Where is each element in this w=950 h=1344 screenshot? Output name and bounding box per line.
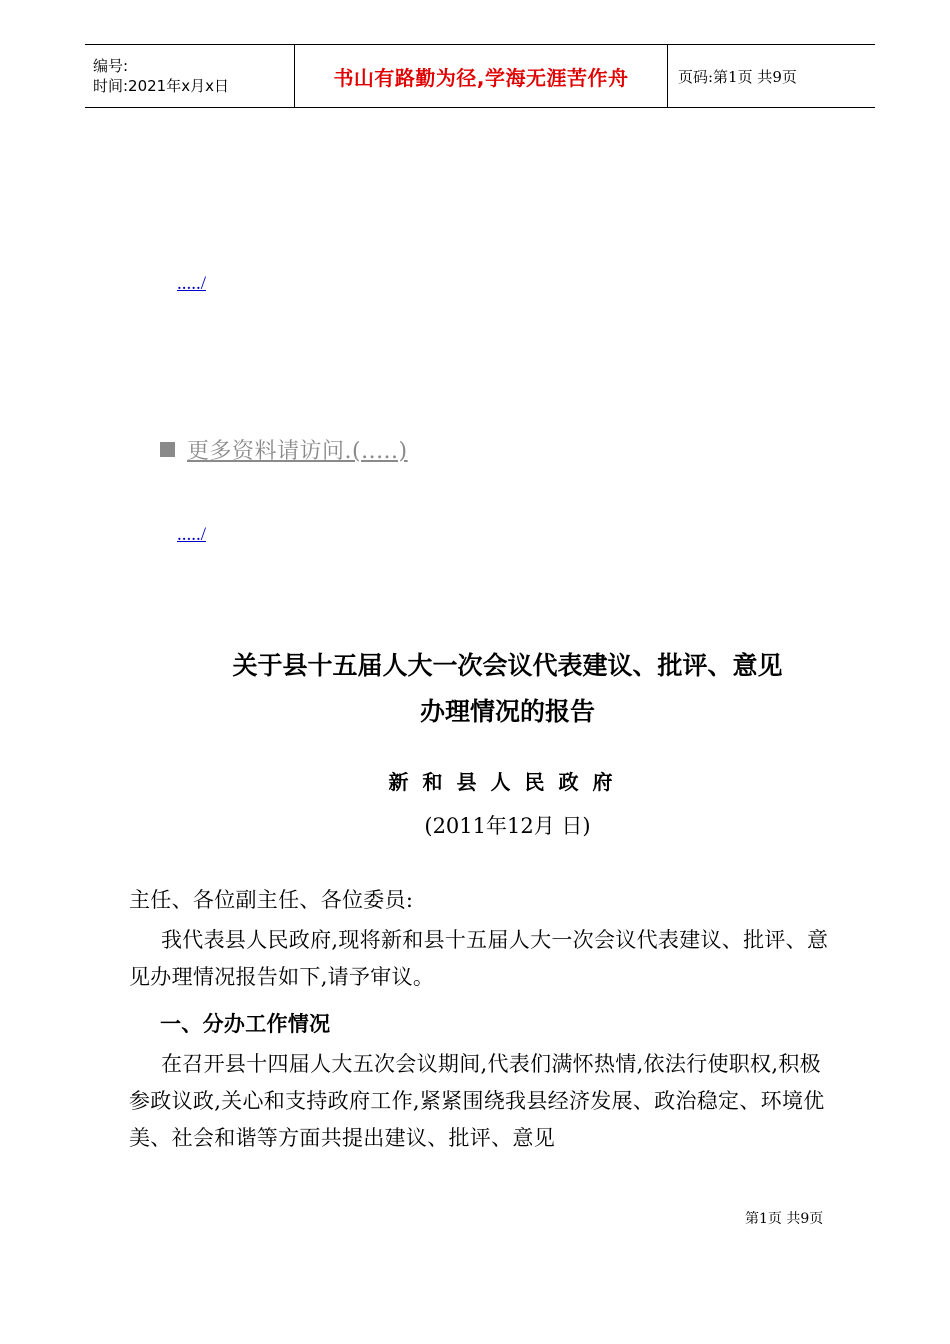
page-header — [85, 44, 875, 108]
doc-date: (2011年12月 日) — [424, 814, 591, 838]
motto: 书山有路勤为径,学海无涯苦作舟 — [333, 65, 629, 90]
header-meta — [85, 45, 295, 107]
salutation: 主任、各位副主任、各位委员: — [129, 888, 414, 912]
doc-title-line1: 关于县十五届人大一次会议代表建议、批评、意见 — [232, 651, 783, 680]
more-info-link[interactable]: 更多资料请访问.(.....) — [187, 439, 408, 464]
header-motto-cell — [295, 45, 668, 107]
header-page-cell — [668, 45, 875, 107]
header-page-label: 页码:第1页 共9页 — [678, 67, 797, 86]
link-bottom[interactable]: ...../ — [177, 524, 207, 545]
time-label: 时间:2021年x月x日 — [93, 77, 229, 95]
page-footer: 第1页 共9页 — [745, 1211, 824, 1227]
doc-author: 新和县人民政府 — [388, 770, 627, 794]
section1-paragraph: 在召开县十四届人大五次会议期间,代表们满怀热情,依法行使职权,积极参政议政,关心和支持政府工作,紧紧围绕我县经济发展、政治稳定、环境优美、社会和谐等方面共提出建议、批评、意见 — [129, 1052, 825, 1150]
square-bullet-icon — [160, 442, 175, 457]
more-info-row — [160, 434, 408, 465]
section1-heading: 一、分办工作情况 — [160, 1012, 331, 1036]
doc-title-line2: 办理情况的报告 — [419, 697, 595, 726]
number-label: 编号: — [93, 57, 129, 75]
link-top[interactable]: ...../ — [177, 273, 207, 294]
intro-paragraph: 我代表县人民政府,现将新和县十五届人大一次会议代表建议、批评、意见办理情况报告如下,请予审议。 — [129, 928, 829, 989]
